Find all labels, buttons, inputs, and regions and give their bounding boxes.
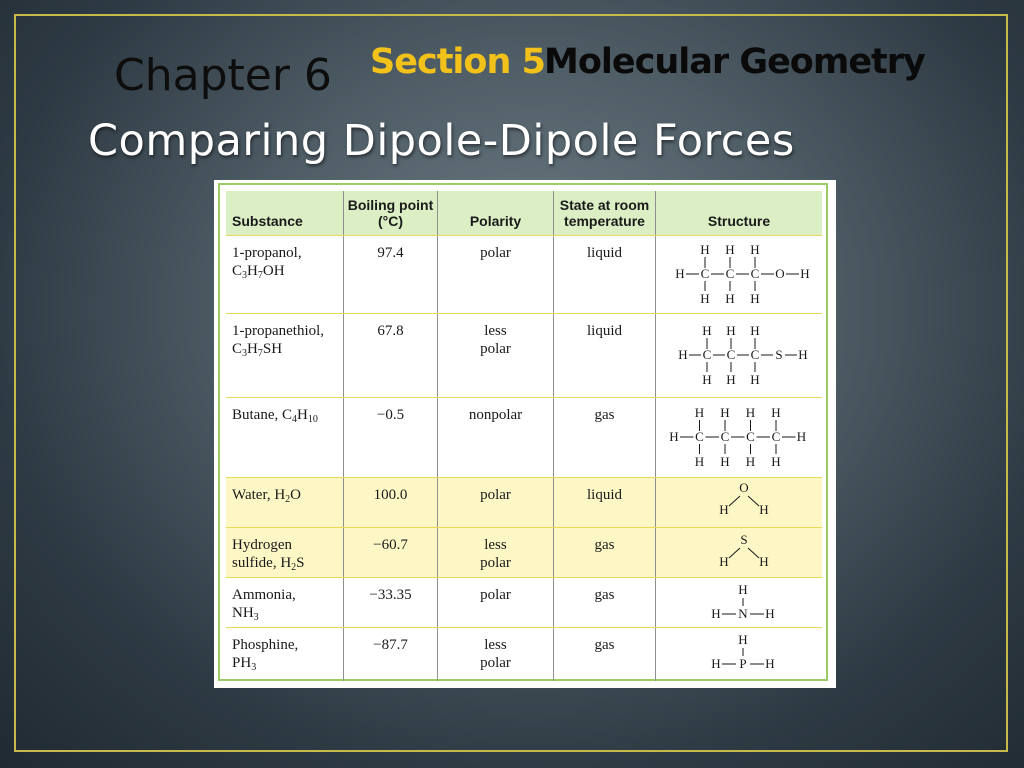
atom-label: H bbox=[800, 266, 810, 281]
atom-label: H bbox=[750, 372, 760, 387]
atom-label: C bbox=[720, 429, 730, 444]
atom-label: H bbox=[720, 405, 730, 420]
structure-cell bbox=[656, 578, 822, 627]
structure-diagram bbox=[656, 236, 822, 314]
state-cell: gas bbox=[554, 398, 656, 477]
atom-label: P bbox=[739, 656, 747, 671]
state-cell: liquid bbox=[554, 236, 656, 313]
atom-label: H bbox=[725, 291, 735, 306]
atom-label: S bbox=[775, 347, 783, 362]
atom-label: H bbox=[798, 347, 808, 362]
atom-label: C bbox=[746, 429, 755, 444]
chapter-label: Chapter 6 bbox=[114, 50, 332, 101]
atom-label: H bbox=[738, 582, 748, 597]
structure-cell bbox=[656, 236, 822, 313]
structure-cell bbox=[656, 398, 822, 477]
atom-label: H bbox=[750, 323, 760, 338]
atom-label: H bbox=[694, 405, 705, 420]
boiling-point-cell: 100.0 bbox=[344, 478, 438, 527]
col-substance: Substance bbox=[226, 191, 344, 235]
boiling-point-cell: 97.4 bbox=[344, 236, 438, 313]
col-boiling-point: Boiling point (°C) bbox=[344, 191, 438, 235]
atom-label: N bbox=[738, 606, 748, 621]
atom-label: H bbox=[745, 405, 756, 420]
atom-label: C bbox=[771, 429, 781, 444]
table-body bbox=[226, 235, 822, 681]
atom-label: H bbox=[702, 323, 712, 338]
table-row bbox=[226, 627, 822, 681]
col-state: State at room temperature bbox=[554, 191, 656, 235]
atom-label: H bbox=[759, 554, 769, 569]
atom-label: H bbox=[702, 372, 712, 387]
atom-label: S bbox=[740, 532, 748, 547]
col-polarity: Polarity bbox=[438, 191, 554, 235]
atom-label: H bbox=[719, 554, 729, 569]
atom-label: H bbox=[750, 291, 760, 306]
atom-label: C bbox=[702, 347, 712, 362]
state-cell: gas bbox=[554, 628, 656, 681]
atom-label: H bbox=[719, 502, 729, 517]
table-row bbox=[226, 477, 822, 527]
atom-label: H bbox=[711, 656, 721, 671]
atom-label: C bbox=[750, 266, 760, 281]
topic-label: Molecular Geometry bbox=[544, 42, 925, 82]
atom-label: H bbox=[771, 454, 781, 469]
structure-diagram bbox=[656, 578, 822, 628]
structure-diagram bbox=[656, 528, 822, 578]
atom-label: H bbox=[678, 347, 688, 362]
atom-label: H bbox=[750, 242, 760, 257]
structure-diagram bbox=[656, 314, 822, 398]
structure-cell bbox=[656, 314, 822, 397]
substance-cell: Ammonia, $NH_3$ bbox=[226, 578, 344, 627]
atom-label: H bbox=[726, 372, 736, 387]
state-cell: gas bbox=[554, 578, 656, 627]
atom-label: H bbox=[745, 454, 756, 469]
table-row bbox=[226, 397, 822, 477]
atom-label: H bbox=[720, 454, 730, 469]
atom-label: H bbox=[796, 429, 807, 444]
atom-label: H bbox=[726, 323, 736, 338]
substance-cell: Water, $H_2O$ bbox=[226, 478, 344, 527]
atom-label: H bbox=[700, 242, 710, 257]
state-cell: liquid bbox=[554, 314, 656, 397]
slide-title: Comparing Dipole-Dipole Forces bbox=[88, 116, 795, 166]
atom-label: C bbox=[695, 429, 704, 444]
dipole-table bbox=[218, 183, 828, 681]
boiling-point-cell: −60.7 bbox=[344, 528, 438, 577]
substance-cell: Phosphine, $PH_3$ bbox=[226, 628, 344, 681]
structure-cell bbox=[656, 528, 822, 577]
atom-label: H bbox=[694, 454, 705, 469]
atom-label: H bbox=[765, 656, 775, 671]
polarity-cell: less polar bbox=[438, 528, 554, 577]
substance-cell: 1-propanethiol, $C_3H_7SH$ bbox=[226, 314, 344, 397]
structure-diagram bbox=[656, 398, 822, 478]
section-label: Section 5 bbox=[370, 42, 545, 82]
table-row bbox=[226, 235, 822, 313]
structure-cell bbox=[656, 478, 822, 527]
table-row bbox=[226, 313, 822, 397]
boiling-point-cell: −87.7 bbox=[344, 628, 438, 681]
atom-label: O bbox=[739, 480, 749, 495]
bond bbox=[729, 548, 740, 558]
substance-cell: Butane, $C_4H_{10}$ bbox=[226, 398, 344, 477]
atom-label: H bbox=[700, 291, 710, 306]
atom-label: H bbox=[738, 632, 748, 647]
atom-label: H bbox=[759, 502, 769, 517]
atom-label: H bbox=[711, 606, 721, 621]
polarity-cell: polar bbox=[438, 578, 554, 627]
boiling-point-cell: 67.8 bbox=[344, 314, 438, 397]
state-cell: gas bbox=[554, 528, 656, 577]
polarity-cell: less polar bbox=[438, 314, 554, 397]
table-header bbox=[226, 191, 822, 235]
table-row bbox=[226, 577, 822, 627]
atom-label: C bbox=[750, 347, 760, 362]
col-structure: Structure bbox=[707, 213, 771, 229]
atom-label: H bbox=[725, 242, 735, 257]
boiling-point-cell: −33.35 bbox=[344, 578, 438, 627]
atom-label: H bbox=[771, 405, 781, 420]
table-image bbox=[214, 180, 836, 688]
bond bbox=[729, 496, 740, 506]
bond bbox=[748, 496, 759, 506]
structure-cell bbox=[656, 628, 822, 681]
atom-label: C bbox=[725, 266, 735, 281]
atom-label: H bbox=[765, 606, 775, 621]
table-row bbox=[226, 527, 822, 577]
boiling-point-cell: −0.5 bbox=[344, 398, 438, 477]
state-cell: liquid bbox=[554, 478, 656, 527]
substance-cell: 1-propanol, $C_3H_7OH$ bbox=[226, 236, 344, 313]
polarity-cell: polar bbox=[438, 236, 554, 313]
structure-diagram bbox=[656, 628, 822, 682]
polarity-cell: polar bbox=[438, 478, 554, 527]
atom-label: H bbox=[669, 429, 679, 444]
atom-label: C bbox=[700, 266, 710, 281]
atom-label: C bbox=[726, 347, 736, 362]
polarity-cell: nonpolar bbox=[438, 398, 554, 477]
atom-label: O bbox=[775, 266, 785, 281]
polarity-cell: less polar bbox=[438, 628, 554, 681]
substance-cell: Hydrogen sulfide, $H_2S$ bbox=[226, 528, 344, 577]
structure-diagram bbox=[656, 478, 822, 528]
atom-label: H bbox=[675, 266, 685, 281]
bond bbox=[748, 548, 759, 558]
